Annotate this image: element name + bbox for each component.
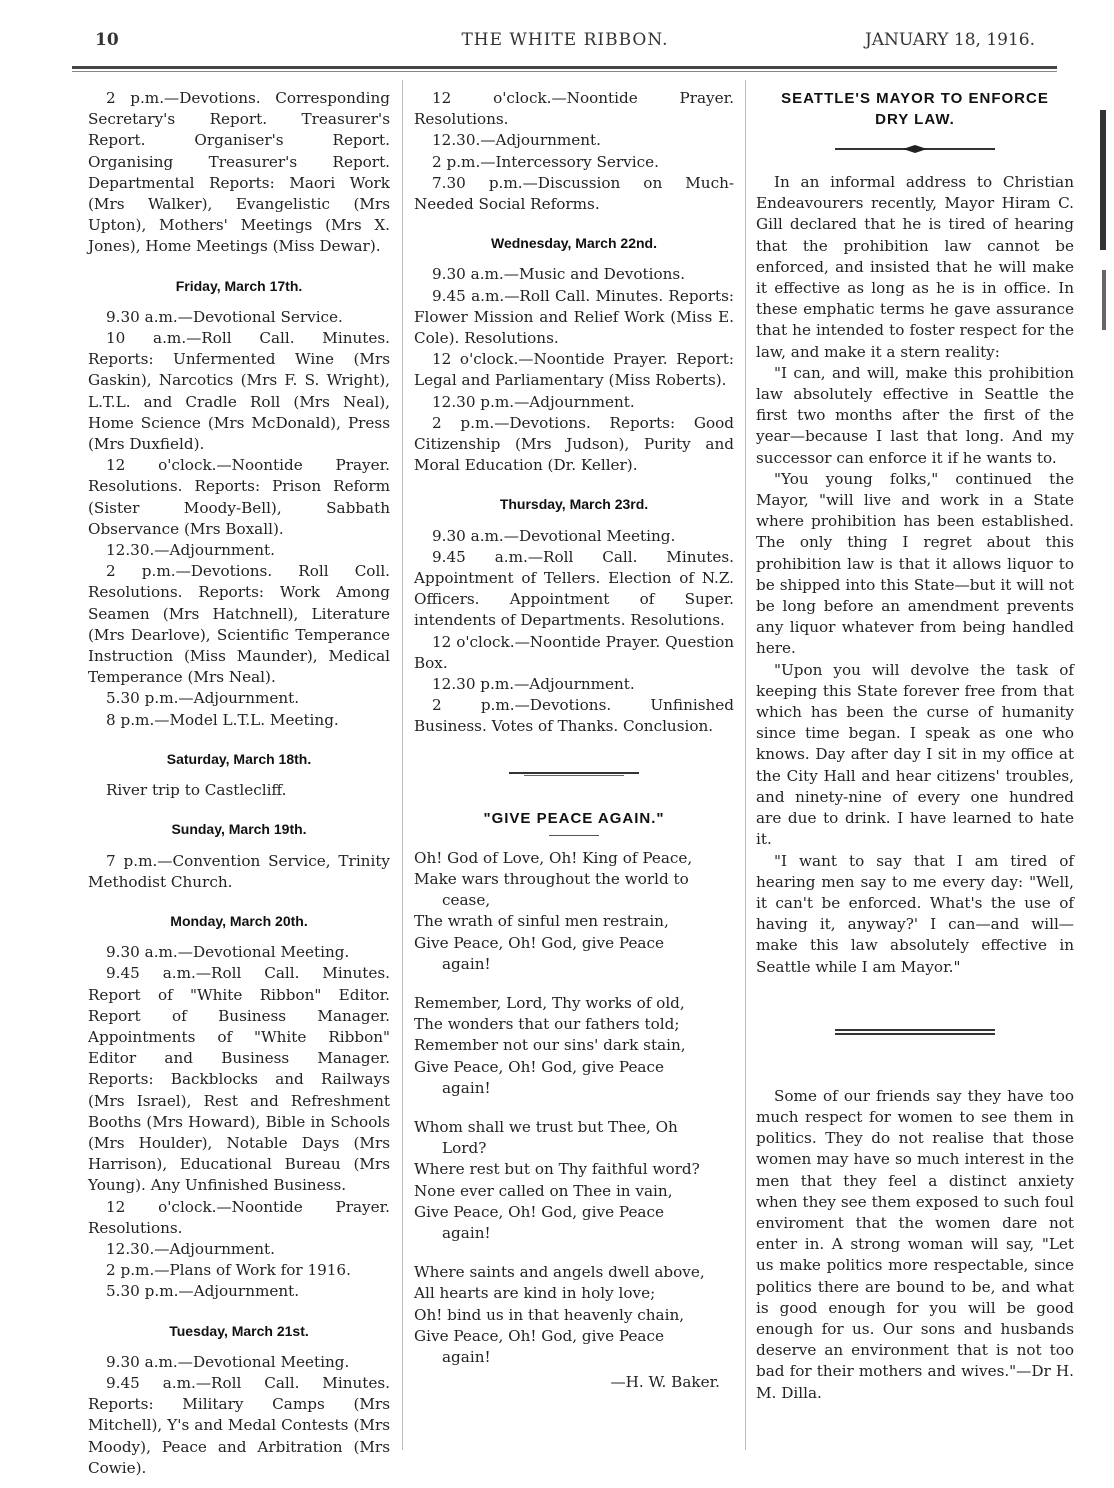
poem-line: Oh! bind us in that heavenly chain,	[414, 1305, 685, 1324]
scan-edge-mark	[1100, 110, 1106, 250]
article-paragraph: "I can, and will, make this prohibition law absolutely effective in Seattle the first two months after the first of the year—because I last that long. And my successor can enforce it if he wants to.	[756, 363, 1074, 467]
article-title: SEATTLE'S MAYOR TO ENFORCE	[781, 90, 1049, 107]
poem-line: again!	[442, 954, 491, 973]
programme-item: 8 p.m.—Model L.T.L. Meeting.	[106, 710, 339, 729]
poem-line: Give Peace, Oh! God, give Peace	[414, 1202, 664, 1221]
programme-item: 12 o'clock.—Noontide Prayer. Report: Legal and Parliamentary (Miss Roberts).	[414, 350, 734, 390]
poem-line: The wrath of sinful men restrain,	[414, 912, 669, 931]
programme-item: 12.30 p.m.—Adjournment.	[432, 675, 635, 694]
programme-item: 9.30 a.m.—Devotional Service.	[106, 307, 343, 326]
poem-author: —H. W. Baker.	[610, 1373, 720, 1392]
article-paragraph: "Upon you will devolve the task of keeping this State forever free from that which has been the curse of humanity since time began. I speak as one who knows. Day after day I sit in my office at the City Hall and hear citizens' troubles, and ninety-nine of every one hundred are due to drink. I have learned to hate it.	[756, 660, 1074, 849]
programme-item: 9.45 a.m.—Roll Call. Minutes. Reports: Flower Mission and Relief Work (Miss E. Cole). Resolutions.	[414, 286, 734, 348]
issue-date: JANUARY 18, 1916.	[864, 30, 1035, 50]
poem-stanza	[414, 1117, 734, 1244]
programme-item: 12 o'clock.—Noontide Prayer. Resolutions. Reports: Prison Reform (Sister Moody-Bell), Sabbath Observance (Mrs Boxall).	[88, 456, 390, 538]
poem-line: Give Peace, Oh! God, give Peace	[414, 1057, 664, 1076]
divider-ornament	[835, 1028, 995, 1036]
programme-item: 12 o'clock.—Noontide Prayer. Question Box.	[414, 632, 734, 672]
article-paragraph: "I want to say that I am tired of hearing men say to me every day: "Well, it can't be enforced. What's the use of having it, anyway?' I can—and will—make this law absolutely effective in Seattle while I am Mayor."	[756, 851, 1074, 976]
poem-line: Make wars throughout the world to	[414, 869, 689, 888]
programme-item: 12.30.—Adjournment.	[106, 541, 275, 560]
poem-line: None ever called on Thee in vain,	[414, 1181, 673, 1200]
article-paragraph: In an informal address to Christian Endeavourers recently, Mayor Hiram C. Gill declared that he is tired of hearing that the prohibition law cannot be enforced, and insisted that he will make it effective as long as he is in office. In these emphatic terms he gave assurance that he intended to foster respect for the law, and make it a stern reality:	[756, 173, 1074, 361]
programme-item: 2 p.m.—Intercessory Service.	[432, 152, 659, 171]
monday-heading: Monday, March 20th.	[170, 912, 308, 929]
column-three	[756, 88, 1074, 1404]
poem-line: Give Peace, Oh! God, give Peace	[414, 1326, 664, 1345]
poem-stanza	[414, 993, 734, 1099]
poem-line: Where rest but on Thy faithful word?	[414, 1160, 700, 1179]
programme-item: 9.45 a.m.—Roll Call. Minutes. Appointment of Tellers. Election of N.Z. Officers. Appointment of Super. intendents of Departments. Resolutions.	[414, 547, 734, 630]
wednesday-heading: Wednesday, March 22nd.	[491, 235, 657, 252]
poem-line: Where saints and angels dwell above,	[414, 1263, 705, 1282]
saturday-heading: Saturday, March 18th.	[166, 750, 312, 767]
poem-stanza	[414, 848, 734, 975]
poem-stanza	[414, 1262, 734, 1368]
programme-item: 2 p.m.—Devotions. Roll Coll. Resolutions. Reports: Work Among Seamen (Mrs Hatchnell), Literature (Mrs Dearlove), Scientific Temperance Instruction (Miss Maunder), Medical Temperance (Mrs Neal).	[88, 562, 390, 687]
tuesday-heading: Tuesday, March 21st.	[169, 1322, 309, 1339]
programme-item: 9.30 a.m.—Devotional Meeting.	[106, 1352, 350, 1371]
poem-line: again!	[442, 1347, 491, 1366]
programme-item: 12 o'clock.—Noontide Prayer. Resolutions.	[414, 89, 734, 129]
programme-item: 5.30 p.m.—Adjournment.	[106, 689, 300, 708]
section-divider	[414, 770, 734, 778]
column-divider-right	[745, 80, 746, 1450]
poem-line: All hearts are kind in holy love;	[414, 1284, 656, 1303]
divider-ornament	[509, 770, 639, 778]
poem	[414, 848, 734, 1394]
thursday-heading: Thursday, March 23rd.	[499, 496, 649, 513]
programme-item: 2 p.m.—Plans of Work for 1916.	[106, 1261, 351, 1280]
article-paragraph: Some of our friends say they have too much respect for women to see them in politics. They do not realise that those women may have so much interest in the men that they feel a distinct anxiety when they see them exposed to such foul enviroment that the women dare not enter in. A strong woman will say, "Let us make politics more respectable, since politics there are bound to be, and what is good enough for you will be good enough for us. Our sons and husbands deserve an environment that is not too bad for their mothers and wives."—Dr H. M. Dilla.	[756, 1086, 1074, 1402]
poem-line: Lord?	[442, 1139, 487, 1158]
programme-item: 10 a.m.—Roll Call. Minutes. Reports: Unfermented Wine (Mrs Gaskin), Narcotics (Mrs F. S. Wright), L.T.L. and Cradle Roll (Mrs Neal), Home Science (Mrs McDonald), Press (Mrs Duxfield).	[88, 329, 390, 454]
friday-heading: Friday, March 17th.	[175, 277, 303, 294]
column-divider-left	[402, 80, 403, 1450]
programme-item: 7 p.m.—Convention Service, Trinity Methodist Church.	[88, 851, 390, 891]
programme-item: 9.30 a.m.—Devotional Meeting.	[106, 943, 350, 962]
poem-line: Remember not our sins' dark stain,	[414, 1036, 686, 1055]
programme-item: 9.30 a.m.—Music and Devotions.	[432, 265, 686, 284]
poem-line: Whom shall we trust but Thee, Oh	[414, 1117, 678, 1136]
programme-item: 9.45 a.m.—Roll Call. Minutes. Reports: Military Camps (Mrs Mitchell), Y's and Medal Contests (Mrs Moody), Peace and Arbitration (Mrs Cowie).	[88, 1373, 390, 1477]
header-rule	[72, 66, 1057, 69]
poem-line: Give Peace, Oh! God, give Peace	[414, 933, 664, 952]
programme-item: 12.30.—Adjournment.	[432, 131, 601, 150]
column-two	[414, 88, 734, 1393]
section-divider	[756, 1028, 1074, 1036]
article-paragraph: "You young folks," continued the Mayor, "will live and work in a State where prohibition has been established. The only thing I regret about this prohibition law is that it allows liquor to be shipped into this State—but it will not be long before an amendment prevents any liquor whatever from being handled here.	[756, 469, 1074, 658]
programme-item: 2 p.m.—Devotions. Unfinished Business. Votes of Thanks. Conclusion.	[414, 696, 734, 736]
poem-line: again!	[442, 1078, 491, 1097]
poem-title: "GIVE PEACE AGAIN."	[483, 809, 665, 827]
poem-line: The wonders that our fathers told;	[414, 1015, 680, 1034]
programme-item: 2 p.m.—Devotions. Reports: Good Citizenship (Mrs Judson), Purity and Moral Education (Dr. Keller).	[414, 413, 734, 475]
poem-line: again!	[442, 1223, 491, 1242]
column-one	[88, 88, 390, 1479]
article-title-line2: DRY LAW.	[875, 111, 955, 128]
sunday-heading: Sunday, March 19th.	[171, 821, 307, 838]
poem-line: Remember, Lord, Thy works of old,	[414, 993, 685, 1012]
page-number: 10	[95, 30, 119, 50]
programme-item: 9.45 a.m.—Roll Call. Minutes. Report of "White Ribbon" Editor. Report of Business Manager. Appointments of "White Ribbon" Editor and Business Manager. Reports: Backblocks and Railways (Mrs Israel), Rest and Refreshment Booths (Mrs Howard), Bible in Schools (Mrs Houlder), Notable Days (Mrs Harrison), Educational Bureau (Mrs Young). Any Unfinished Business.	[88, 964, 390, 1195]
header-rule-thin	[72, 71, 1057, 72]
programme-item: 12.30.—Adjournment.	[106, 1239, 275, 1258]
publication-title: THE WHITE RIBBON.	[461, 30, 669, 50]
programme-intro: 2 p.m.—Devotions. Corresponding Secretary's Report. Treasurer's Report. Organiser's Report. Organising Treasurer's Report. Departmental Reports: Maori Work (Mrs Walker), Evangelistic (Mrs Upton), Mothers' Meetings (Mrs X. Jones), Home Meetings (Miss Dewar).	[88, 89, 390, 256]
title-rule	[549, 835, 599, 836]
poem-line: Oh! God of Love, Oh! King of Peace,	[414, 848, 693, 867]
programme-item: 5.30 p.m.—Adjournment.	[106, 1282, 300, 1301]
programme-item: 9.30 a.m.—Devotional Meeting.	[432, 526, 676, 545]
programme-item: 12.30 p.m.—Adjournment.	[432, 392, 635, 411]
masthead	[95, 30, 1035, 60]
programme-item: 12 o'clock.—Noontide Prayer. Resolutions.	[88, 1197, 390, 1237]
diamond-ornament-icon	[835, 144, 995, 154]
scan-edge-mark	[1102, 270, 1106, 330]
programme-item: 7.30 p.m.—Discussion on Much-Needed Social Reforms.	[414, 173, 734, 214]
poem-line: cease,	[442, 891, 491, 910]
programme-item: River trip to Castlecliff.	[106, 781, 287, 800]
title-ornament	[756, 144, 1074, 154]
